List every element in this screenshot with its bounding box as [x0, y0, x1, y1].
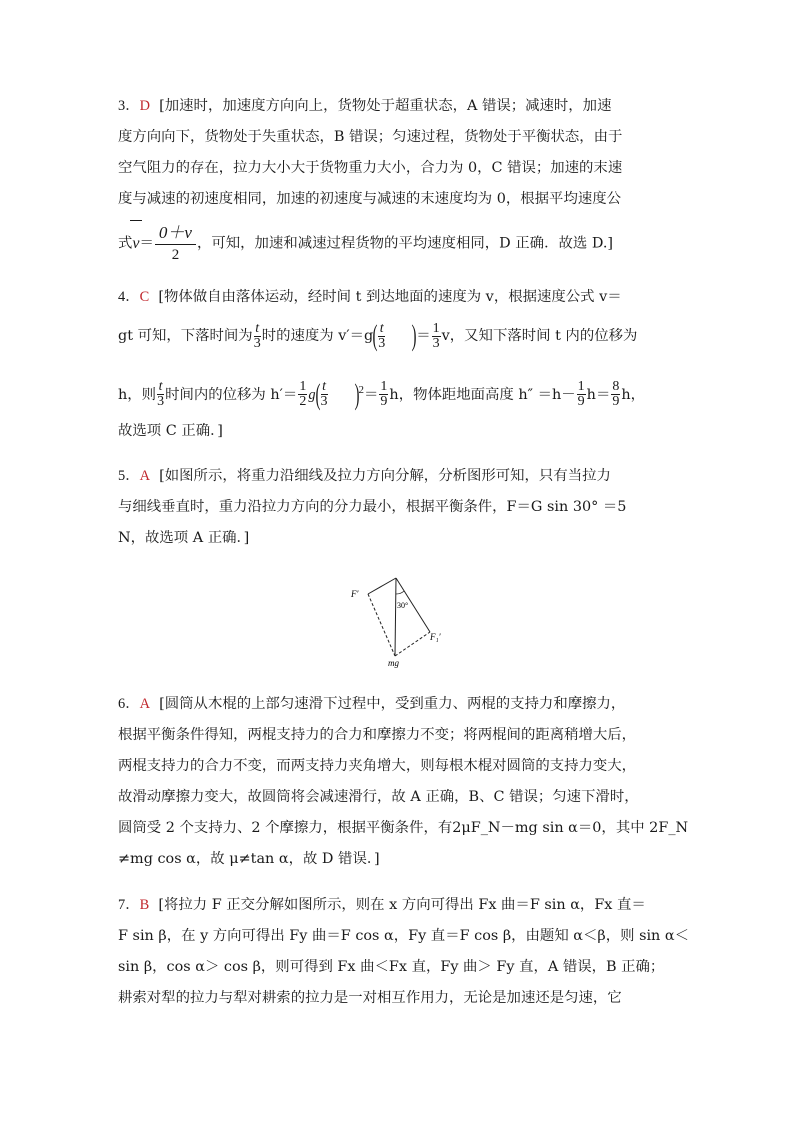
q4-frac-5-den: 2 — [299, 394, 307, 410]
q3-text-1: [加速时，加速度方向向上，货物处于超重状态，A 错误；减速时，加速 — [159, 98, 612, 114]
q4-frac-6-num: t — [322, 379, 326, 395]
q4-text-2c: ＝ — [416, 328, 431, 344]
label-30-degrees: 30° — [397, 601, 409, 610]
q4-frac-4-den: 3 — [157, 394, 165, 410]
q3-line-5 — [118, 222, 613, 265]
label-f1-prime: F₁′ — [430, 632, 441, 642]
q4-frac-3-num: 1 — [432, 320, 440, 336]
q5-answer: A — [139, 468, 150, 484]
q6-line-4: 故滑动摩擦力变大，故圆筒将会减速滑行，故 A 正确，B、C 错误；匀速下滑时， — [118, 789, 639, 805]
q6-line-5: 圆筒受 2 个支持力、2 个摩擦力，根据平衡条件，有2μF_N－mg sin α＝0，其中 2F_N — [118, 820, 689, 836]
q4-text-3c: g — [308, 386, 316, 403]
q4-text-2d: v，又知下落时间 t 内的位移为 — [441, 328, 638, 344]
dashed-line-1 — [368, 594, 395, 656]
q3-line-2: 度方向向下，货物处于失重状态，B 错误；匀速过程，货物处于平衡状态，由于 — [118, 129, 623, 145]
q4-frac-7-num: 1 — [380, 379, 388, 395]
dashed-line-2 — [395, 632, 430, 656]
q4-frac-1 — [254, 322, 261, 351]
q4-text-1: [物体做自由落体运动，经时间 t 到达地面的速度为 v，根据速度公式 v＝ — [158, 289, 622, 305]
q4-frac-5-num: 1 — [299, 379, 307, 395]
mg-vector — [395, 578, 396, 656]
q4-line-3 — [118, 372, 645, 413]
q4-text-2a: gt 可知，下落时间为 — [118, 328, 253, 344]
mean-velocity-symbol: v — [132, 224, 139, 264]
q6-line-3: 两棍支持力的合力不变，而两支持力夹角增大，则每根木棍对圆筒的支持力变大， — [118, 758, 637, 774]
q4-frac-7 — [379, 380, 388, 409]
q3-frac-num: 0＋v — [155, 222, 196, 245]
force-diagram — [348, 574, 448, 670]
q6-line-1 — [118, 693, 625, 715]
q4-frac-6 — [321, 380, 328, 409]
q3-line-3: 空气阻力的存在，拉力大小大于货物重力大小，合力为 0，C 错误；加速的末速 — [118, 160, 623, 176]
q4-line-1 — [118, 286, 622, 308]
label-mg: mg — [388, 658, 399, 668]
q4-line-2 — [118, 318, 637, 354]
q3-fraction — [155, 222, 196, 265]
q7-line-2: F sin β，在 y 方向可得出 Fy 曲＝F cos α，Fy 直＝F cos β，由题知 α＜β，则 sin α＜ — [118, 928, 690, 944]
q4-frac-1-den: 3 — [253, 335, 261, 351]
q4-text-3f: h＝ — [586, 386, 611, 403]
q4-paren-open: ( — [372, 319, 378, 352]
q3-text-5b: ，可知，加速和减速过程货物的平均速度相同，D 正确．故选 D.] — [196, 235, 614, 252]
q4-number: 4． — [118, 289, 140, 305]
q4-frac-7-den: 9 — [380, 394, 388, 410]
q4-frac-1-num: t — [255, 320, 260, 336]
q4-frac-9-num: 8 — [612, 379, 620, 395]
q3-number: 3． — [118, 98, 140, 114]
q7-text-1: [将拉力 F 正交分解如图所示，则在 x 方向可得出 Fx 曲＝F sin α，Fx 直＝ — [158, 897, 646, 913]
q4-frac-9-den: 9 — [612, 394, 620, 410]
q4-frac-2-den: 3 — [378, 335, 386, 351]
q4-text-3d: ＝ — [364, 386, 379, 403]
q4-text-2b: 时的速度为 v′＝g — [261, 328, 374, 344]
q5-number: 5． — [118, 468, 140, 484]
q4-frac-2 — [378, 322, 385, 351]
q7-line-1 — [118, 894, 646, 916]
q7-number: 7． — [118, 897, 140, 913]
q4-frac-3-den: 3 — [432, 335, 440, 351]
q4-exponent: 2 — [358, 384, 365, 396]
q3-line-4: 度与减速的初速度相同，加速的初速度与减速的末速度均为 0，根据平均速度公 — [118, 191, 622, 207]
q3-eq: ＝ — [139, 235, 154, 252]
label-f-prime: F′ — [351, 589, 359, 599]
q3-frac-den: 2 — [171, 247, 180, 263]
q6-answer: A — [139, 696, 150, 712]
angle-arc — [396, 591, 404, 594]
q5-line-1 — [118, 465, 611, 487]
q4-frac-9 — [611, 380, 620, 409]
q5-text-1: [如图所示，将重力沿细线及拉力方向分解，分析图形可知，只有当拉力 — [159, 468, 611, 484]
q4-frac-8-den: 9 — [577, 394, 585, 410]
q4-frac-3 — [432, 322, 441, 351]
q5-line-2: 与细线垂直时，重力沿拉力方向的分力最小，根据平衡条件，F＝G sin 30° ＝5 — [118, 499, 627, 515]
q4-text-3g: h， — [621, 386, 646, 403]
q4-frac-8 — [577, 380, 586, 409]
f-prime-vector — [368, 578, 396, 594]
q4-frac-2-num: t — [379, 320, 384, 336]
q3-line-1 — [118, 95, 611, 117]
q5-line-3: N，故选项 A 正确．] — [118, 530, 250, 546]
q4-paren-close-2: ) — [354, 377, 360, 411]
q4-paren-close: ) — [411, 319, 417, 352]
q4-text-3e: h，物体距地面高度 h″ ＝h－ — [389, 386, 576, 403]
q3-text-5a: 式 — [118, 235, 133, 252]
q4-line-4: 故选项 C 正确．] — [118, 423, 223, 439]
q6-line-6: ≠mg cos α，故 μ≠tan α，故 D 错误．] — [118, 851, 380, 867]
q4-paren-open-2: ( — [315, 377, 321, 411]
q7-line-4: 耕索对犁的拉力与犁对耕索的拉力是一对相互作用力，无论是加速还是匀速，它 — [118, 990, 622, 1006]
q4-frac-5 — [298, 380, 307, 409]
q6-number: 6． — [118, 696, 140, 712]
q7-answer: B — [139, 897, 150, 913]
q6-text-1: [圆筒从木棍的上部匀速滑下过程中，受到重力、两棍的支持力和摩擦力， — [159, 696, 626, 712]
q7-line-3: sin β，cos α＞ cos β，则可得到 Fx 曲＜Fx 直，Fy 曲＞ Fy 直，A 错误，B 正确； — [118, 959, 665, 975]
q4-frac-8-num: 1 — [577, 379, 585, 395]
q4-text-3b: 时间内的位移为 h′＝ — [165, 386, 298, 403]
q4-frac-4-num: t — [158, 379, 163, 395]
q4-text-3a: h，则 — [118, 386, 157, 403]
q4-frac-6-den: 3 — [320, 394, 328, 410]
q3-answer: D — [139, 98, 150, 114]
q4-answer: C — [139, 289, 150, 305]
q4-frac-4 — [157, 380, 164, 409]
q6-line-2: 根据平衡条件得知，两棍支持力的合力和摩擦力不变；将两棍间的距离稍增大后， — [118, 727, 637, 743]
